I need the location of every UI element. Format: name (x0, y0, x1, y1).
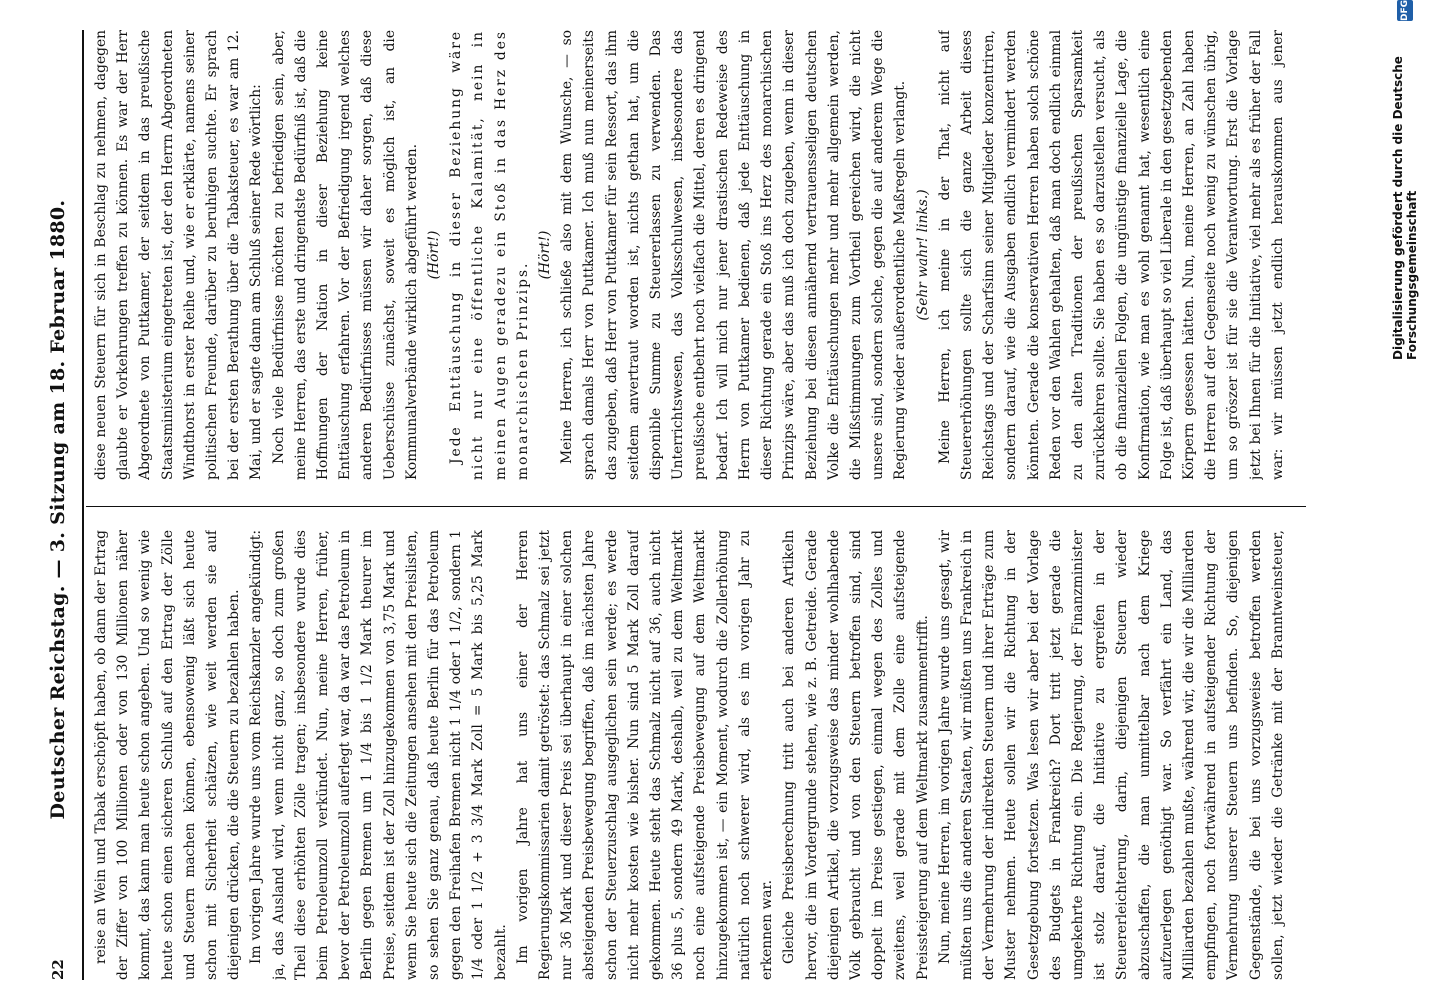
paragraph: diese neuen Steuern für sich in Beschlag zu nehmen, dagegen glaubte er Vorkehrungen treffen zu können. Es war der Herr Abgeordnete von Puttkamer, der seitdem in das preußische Staatsministerium eingetreten ist, der den Herrn Abgeordneten Windthorst in erster Reihe und, wie er erklärte, namens seiner politischen Freunde, darüber zu beruhigen suchte. Er sprach bei der ersten Berathung über die Tabaksteuer, es war am 12. Mai, und er sagte dann am Schluß seiner Rede wörtlich: (93, 30, 265, 480)
paragraph: reise an Wein und Tabak erschöpft haben, ob dann der Ertrag der Ziffer von 100 Millionen oder von 130 Millionen näher kommt, das kann man heute schon angeben. Und so wenig wie heute schon einen sicheren Schluß auf den Ertrag der Zölle und Steuern machen können, ebensowenig läßt sich heute schon mit Sicherheit schätzen, wie weit werden sie auf diejenigen drücken, die die Steuern zu bezahlen haben. (93, 530, 243, 980)
paragraph: Meine Herren, ich meine in der That, nicht auf Steuererhöhungen sollte sich die ganze Arbeit dieses Reichstags und der Scharfsinn seiner Mitglieder konzentriren, sondern darauf, wie die Ausgaben endlich vermindert werden könnten. Gerade die konservativen Herren haben solch schöne Reden vor den Wahlen gehalten, daß man doch endlich einmal zu den alten Traditionen der preußischen Sparsamkeit zurückkehren sollte. Sie haben es so darzustellen versucht, als ob die finanziellen Folgen, die ungünstige finanzielle Lage, die Konfirmation, wie man es wohl genannt hat, wesentlich eine Folge ist, daß überhaupt so viel Liberale in den gesetzgebenden Körpern gesessen hätten. Nun, meine Herren, an Zahl haben die Herren auf der Gegenseite noch wenig zu wünschen übrig, um so gröszer ist für sie die Verantwortung. Erst die Vorlage jetzt bei Ihnen für die Initiative, viel mehr als es früher der Fall war: wir müssen jetzt endlich herauskommen aus jener (936, 30, 1286, 480)
dfg-logo: DFG (1397, 0, 1413, 21)
page-title: Deutscher Reichstag. — 3. Sitzung am 18. Februar 1880. (47, 199, 69, 820)
paragraph: Gleiche Preisberechnung tritt auch bei anderen Artikeln hervor, die im Vordergrunde stehen, wie z. B. Getreide. Gerade diejenigen Artikel, die vorzugsweise das minder wohlhabende Volk gebraucht und von den Steuern betroffen sind, sind doppelt im Preise gestiegen, einmal wegen des Zolles und zweitens, weil gerade mit dem Zolle eine aufsteigende Preissteigerung auf dem Weltmarkt zusammentrifft. (781, 530, 931, 980)
page-header (38, 40, 78, 980)
column-divider (86, 506, 1306, 507)
quoted-paragraph: Jede Enttäuschung in dieser Beziehung wäre nicht nur eine öffentliche Kalamität, nein in meinen Augen geradezu ein Stoß in das Herz des monarchischen Prinzips. (448, 30, 531, 480)
right-column (90, 30, 1290, 480)
header-rule (82, 30, 84, 980)
paragraph: Im vorigen Jahre wurde uns vom Reichskanzler angekündigt: ja, das Ausland wird, wenn nicht ganz, so doch zum großen Theil diese erhöhten Zölle tragen; insbesondere wurde dies beim Petroleumzoll verkündet. Nun, meine Herren, früher, bevor der Petroleumzoll auferlegt war, da war das Petroleum in Berlin gegen Bremen um 1 1/4 bis 1 1/2 Mark theurer im Preise, seitdem ist der Zoll hinzugekommen von 3,75 Mark und wenn Sie heute sich die Zeitungen ansehen mit den Preislisten, so sehen Sie ganz genau, daß heute Berlin für das Petroleum gegen den Freihafen Bremen nicht 1 1/4 oder 1 1/2, sondern 1 1/4 oder 1 1/2 + 3 3/4 Mark Zoll = 5 Mark bis 5,25 Mark bezahlt. (248, 530, 509, 980)
interjection: (Hört!) (537, 230, 554, 280)
credit-text: Digitalisierung gefördert durch die Deutsche Forschungsgemeinschaft (1391, 56, 1419, 360)
paragraph: Meine Herren, ich schließe also mit dem Wunsche, — so sprach damals Herr von Puttkamer. Ich muß nun meinerseits das zugeben, daß Herr von Puttkamer für sein Ressort, das ihm seitdem anvertraut worden ist, nichts gethan hat, um die disponible Summe zu Steuererlassen zu verwenden. Das Unterrichtswesen, das Volksschulwesen, insbesondere das preußische entbehrt noch vielfach die Mittel, deren es dringend bedarf. Ich will mich nur jener drastischen Redeweise des Herrn von Puttkamer bedienen, daß jede Enttäuschung in dieser Richtung gerade ein Stoß ins Herz des monarchischen Prinzips wäre, aber das muß ich doch zugeben, wenn in dieser Beziehung bei diesen annähernd vertrauensseligen deutschen Volke die Enttäuschungen mehr und mehr allgemein werden, die Mißstimmungen zum Vortheil gereichen wird, die nicht unsere sind, sondern solche, gegen die auf anderem Wege die Regierung wieder außerordentliche Maßregeln verlangt. (559, 30, 909, 480)
left-column (90, 530, 1290, 980)
paragraph: Nun, meine Herren, im vorigen Jahre wurde uns gesagt, wir müßten uns die anderen Staaten, wir müßten uns Frankreich in der Vermehrung der indirekten Steuern und ihrer Erträge zum Muster nehmen. Heute sollen wir die Richtung in der Gesetzgebung fortsetzen. Was lesen wir aber bei der Vorlage des Budgets in Frankreich? Dort tritt jetzt gerade die umgekehrte Richtung ein. Die Regierung, der Finanzminister ist stolz darauf, die Initiative zu ergreifen in der Steuererleichterung, darin, diejenigen Steuern wieder abzuschaffen, die man unmittelbar nach dem Kriege aufzuerlegen genöthigt war. So verfährt ein Land, das Milliarden bezahlen mußte, während wir, die wir die Milliarden empfingen, noch fortwährend in aufsteigender Richtung der Vermehrung unserer Steuern uns befinden. So, diejenigen Gegenstände, die bei uns vorzugsweise betroffen werden sollen, jetzt wieder die Getränke mit der Branntweinsteuer, (936, 530, 1286, 980)
digitization-credit (1385, 0, 1425, 360)
quoted-paragraph: Noch viele Bedürfnisse möchten zu befriedigen sein, aber, meine Herren, das erste und dringendste Bedürfniß ist, daß die Hoffnungen der Nation in dieser Beziehung keine Enttäuschung erfahren. Vor der Befriedigung irgend welches anderen Bedürfnisses müssen wir daher sorgen, daß diese Ueberschüsse zunächst, soweit es möglich ist, an die Kommunalverbände wirklich abgeführt werden. (270, 30, 420, 480)
page-number: 22 (49, 959, 67, 980)
interjection: (Hört!) (426, 230, 443, 280)
interjection: (Sehr wahr! links.) (914, 189, 931, 321)
paragraph: Im vorigen Jahre hat uns einer der Herren Regierungskommissarien damit getröstet: das Schmalz sei jetzt nur 36 Mark und dieser Preis sei überhaupt in einer solchen absteigenden Preisbewegung begriffen, daß im nächsten Jahre schon der Steuerzuschlag ausgeglichen sein werde; es werde nicht mehr kosten wie bisher. Nun sind 5 Mark Zoll darauf gekommen. Heute steht das Schmalz nicht auf 36, auch nicht 36 plus 5, sondern 49 Mark, deshalb, weil zu dem Weltmarkt noch eine aufsteigende Preisbewegung auf dem Weltmarkt hinzugekommen ist, — ein Moment, wodurch die Zollerhöhung natürlich noch schwerer wird, als es im vorigen Jahr zu erkennen war. (514, 530, 776, 980)
